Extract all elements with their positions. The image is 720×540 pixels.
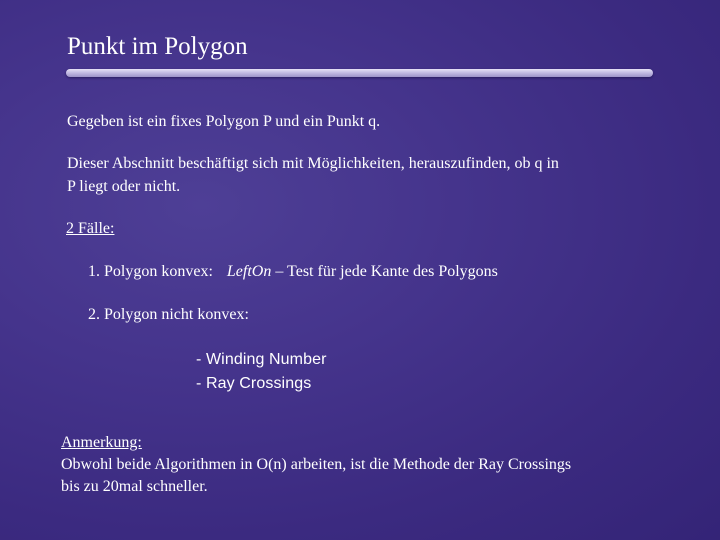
note-heading: Anmerkung: [61, 434, 142, 451]
slide-title: Punkt im Polygon [67, 33, 248, 60]
note-line-1: Obwohl beide Algorithmen in O(n) arbeiten, ist die Methode der Ray Crossings [61, 456, 572, 473]
method-winding-number: - Winding Number [196, 351, 327, 368]
case-1 [88, 260, 498, 283]
title-divider [66, 69, 653, 77]
given-statement: Gegeben ist ein fixes Polygon P und ein Punkt q. [67, 113, 381, 130]
intro-line-2: P liegt oder nicht. [67, 178, 181, 195]
method-ray-crossings: - Ray Crossings [196, 375, 312, 392]
case-1-label: 1. Polygon konvex: [88, 263, 213, 280]
note-line-2: bis zu 20mal schneller. [61, 478, 208, 495]
case-2-label: 2. Polygon nicht konvex: [88, 306, 249, 323]
case-1-method: LeftOn [226, 263, 272, 280]
intro-line-1: Dieser Abschnitt beschäftigt sich mit Möglichkeiten, herauszufinden, ob q in [67, 155, 559, 172]
cases-heading: 2 Fälle: [66, 220, 115, 237]
case-1-description: – Test für jede Kante des Polygons [271, 263, 498, 280]
